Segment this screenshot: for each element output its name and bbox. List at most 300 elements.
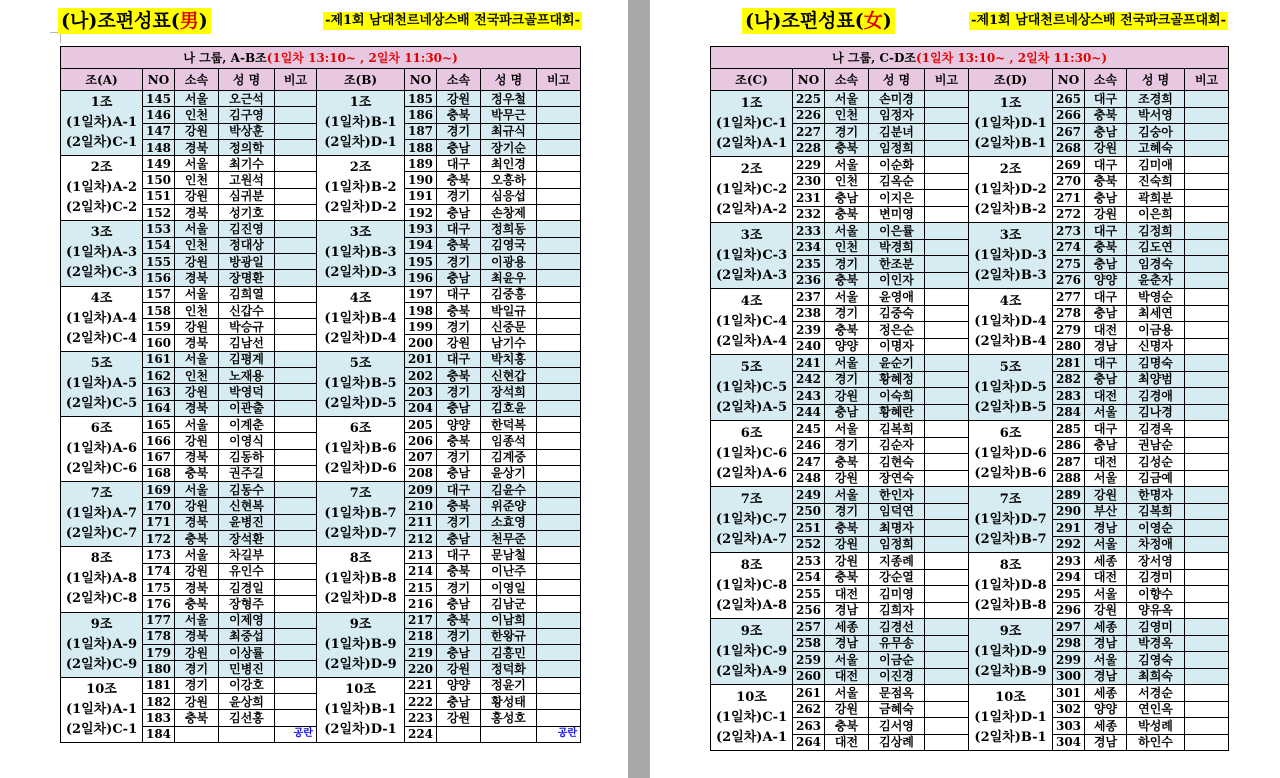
group-number: 5조: [90, 355, 113, 371]
player-name: 윤춘자: [1127, 272, 1185, 289]
note-cell: [537, 563, 581, 579]
player-region: 강원: [825, 701, 869, 718]
player-region: 인천: [175, 368, 219, 384]
player-region: 대구: [437, 351, 481, 367]
round-assignment: (1일차)B-2: [324, 180, 397, 196]
table-row: [711, 91, 1229, 108]
group-number: 5조: [349, 355, 372, 371]
note-cell: [1185, 289, 1229, 306]
player-name: 김희열: [219, 286, 275, 302]
player-no: 221: [405, 677, 437, 693]
round-assignment: (1일차)A-2: [66, 180, 137, 196]
note-cell: [275, 156, 317, 172]
player-name: 황성태: [481, 693, 537, 709]
player-region: 충남: [825, 190, 869, 207]
note-cell: [1185, 668, 1229, 685]
player-name: 윤상기: [481, 465, 537, 481]
player-name: [481, 726, 537, 742]
player-region: 강원: [825, 536, 869, 553]
column-header: 조(D): [969, 69, 1053, 91]
player-region: 서울: [175, 547, 219, 563]
note-cell: [275, 107, 317, 123]
column-header: NO: [143, 69, 175, 91]
player-no: 231: [793, 190, 825, 207]
note-cell: [1185, 718, 1229, 735]
player-name: 김중숙: [869, 305, 925, 322]
player-region: 강원: [175, 433, 219, 449]
player-region: 대전: [1085, 454, 1127, 471]
round-assignment: (1일차)B-8: [324, 571, 397, 587]
player-name: 최양범: [1127, 371, 1185, 388]
player-no: 157: [143, 286, 175, 302]
column-header: 비고: [275, 69, 317, 91]
player-region: 충북: [825, 140, 869, 157]
player-no: 272: [1053, 206, 1085, 223]
column-header: 비고: [925, 69, 969, 91]
player-no: 229: [793, 157, 825, 174]
player-no: 298: [1053, 635, 1085, 652]
player-no: 300: [1053, 668, 1085, 685]
player-region: 경북: [175, 579, 219, 595]
player-region: 충북: [825, 322, 869, 339]
player-name: 김경선: [869, 619, 925, 636]
player-name: 한인자: [869, 487, 925, 504]
note-cell: [537, 139, 581, 155]
group-cell-b: [317, 156, 405, 221]
round-assignment: (1일차)A-1: [66, 115, 137, 131]
note-cell: [275, 645, 317, 661]
player-name: 이남희: [481, 612, 537, 628]
player-name: 김경일: [219, 579, 275, 595]
player-no: 251: [793, 520, 825, 537]
note-cell: [537, 302, 581, 318]
note-cell: [537, 531, 581, 547]
group-number: 8조: [349, 551, 372, 567]
group-number: 10조: [995, 689, 1026, 705]
note-cell: [537, 253, 581, 269]
player-no: 295: [1053, 586, 1085, 603]
round-assignment: (2일차)D-2: [324, 200, 397, 216]
player-region: 대전: [1085, 388, 1127, 405]
note-cell: [1185, 107, 1229, 124]
player-region: 대구: [1085, 289, 1127, 306]
table-row: [61, 156, 581, 172]
group-name: 나 그룹, A-B조: [183, 50, 267, 65]
player-region: 충남: [1085, 190, 1127, 207]
player-name: 변미영: [869, 206, 925, 223]
player-no: 293: [1053, 553, 1085, 570]
player-name: 임정희: [869, 140, 925, 157]
player-region: 경남: [1085, 635, 1127, 652]
player-region: 서울: [175, 221, 219, 237]
player-region: 대구: [1085, 355, 1127, 372]
player-name: 양유옥: [1127, 602, 1185, 619]
player-region: 서울: [825, 685, 869, 702]
player-name: 김경옥: [1127, 421, 1185, 438]
round-assignment: (1일차)C-7: [715, 511, 788, 527]
round-assignment: (1일차)B-7: [324, 506, 397, 522]
table-row: [711, 487, 1229, 504]
player-no: 291: [1053, 520, 1085, 537]
note-cell: [275, 286, 317, 302]
player-no: 273: [1053, 223, 1085, 240]
player-region: 세종: [825, 619, 869, 636]
player-region: 충북: [1085, 107, 1127, 124]
player-region: 서울: [175, 156, 219, 172]
player-region: 강원: [175, 253, 219, 269]
player-name: 정은순: [869, 322, 925, 339]
player-no: 213: [405, 547, 437, 563]
player-no: 225: [793, 91, 825, 108]
player-region: 경남: [1085, 668, 1127, 685]
table-row: [711, 421, 1229, 438]
player-name: 김숭아: [1127, 124, 1185, 141]
player-region: 강원: [175, 123, 219, 139]
player-no: 195: [405, 253, 437, 269]
player-no: 228: [793, 140, 825, 157]
round-assignment: (2일차)D-3: [324, 265, 397, 281]
note-cell: [1185, 371, 1229, 388]
note-cell: [925, 107, 969, 124]
player-name: 서경순: [1127, 685, 1185, 702]
player-region: 충북: [1085, 239, 1127, 256]
note-cell: [275, 612, 317, 628]
round-assignment: (2일차)A-4: [716, 333, 787, 349]
group-number: 5조: [740, 359, 763, 375]
player-region: 경북: [175, 205, 219, 221]
player-region: 강원: [175, 188, 219, 204]
group-header: [61, 47, 581, 69]
group-number: 1조: [90, 95, 113, 111]
note-cell: [275, 661, 317, 677]
round-assignment: (2일차)B-2: [974, 201, 1047, 217]
player-no: 188: [405, 139, 437, 155]
player-region: 서울: [175, 416, 219, 432]
note-cell: [537, 449, 581, 465]
round-assignment: (2일차)B-6: [974, 465, 1047, 481]
player-region: 경기: [437, 579, 481, 595]
column-header: 소속: [1085, 69, 1127, 91]
player-region: 세종: [1085, 718, 1127, 735]
note-cell: [537, 156, 581, 172]
note-cell: [925, 239, 969, 256]
player-name: 이상률: [219, 645, 275, 661]
note-cell: [275, 384, 317, 400]
note-cell: [1185, 91, 1229, 108]
player-name: 이영일: [481, 579, 537, 595]
player-no: 226: [793, 107, 825, 124]
player-name: 김옥순: [869, 173, 925, 190]
player-no: 169: [143, 482, 175, 498]
group-number: 1조: [349, 95, 372, 111]
round-assignment: (2일차)A-6: [716, 465, 787, 481]
player-no: 266: [1053, 107, 1085, 124]
group-time: (1일차 13:10~ , 2일차 11:30~): [266, 50, 458, 65]
player-name: 김미애: [1127, 157, 1185, 174]
player-name: 박경희: [869, 239, 925, 256]
player-no: 206: [405, 433, 437, 449]
player-name: 김상례: [869, 734, 925, 751]
round-assignment: (2일차)B-1: [974, 135, 1047, 151]
note-cell: [275, 172, 317, 188]
player-region: 충북: [437, 368, 481, 384]
group-cell-b: [317, 351, 405, 416]
round-assignment: (1일차)C-1: [715, 709, 788, 725]
note-cell: [275, 465, 317, 481]
note-cell: [925, 553, 969, 570]
group-number: 7조: [740, 491, 763, 507]
column-header: 비고: [537, 69, 581, 91]
round-assignment: (1일차)A-3: [66, 245, 137, 261]
round-assignment: (1일차)D-8: [974, 577, 1047, 593]
player-name: 김도연: [1127, 239, 1185, 256]
player-name: 장형주: [219, 596, 275, 612]
player-no: 171: [143, 514, 175, 530]
page-gap: [628, 0, 650, 778]
note-cell: [925, 173, 969, 190]
player-region: 경기: [437, 449, 481, 465]
round-assignment: (2일차)C-3: [65, 265, 138, 281]
title-row: [58, 8, 582, 34]
tournament-subtitle: -제1회 남대천르네상스배 전국파크골프대회-: [325, 13, 580, 28]
player-name: 윤병진: [219, 514, 275, 530]
sex-label: 女: [863, 10, 883, 32]
player-name: 박일규: [481, 302, 537, 318]
player-name: 이인자: [869, 272, 925, 289]
player-name: 장기순: [481, 139, 537, 155]
round-assignment: (2일차)B-8: [974, 597, 1047, 613]
round-assignment: (2일차)C-8: [65, 591, 138, 607]
note-cell: [537, 270, 581, 286]
note-cell: [275, 335, 317, 351]
player-region: 강원: [175, 384, 219, 400]
player-name: 김계중: [481, 449, 537, 465]
round-assignment: (1일차)D-3: [974, 247, 1047, 263]
player-no: 245: [793, 421, 825, 438]
column-header: NO: [793, 69, 825, 91]
group-cell-a: [61, 547, 143, 612]
player-region: 충남: [437, 270, 481, 286]
note-cell: [275, 319, 317, 335]
player-name: 김진영: [219, 221, 275, 237]
note-cell: [925, 569, 969, 586]
round-assignment: (1일차)B-6: [324, 441, 397, 457]
player-region: 충북: [175, 596, 219, 612]
player-no: 204: [405, 400, 437, 416]
note-cell: [275, 449, 317, 465]
round-assignment: (2일차)D-7: [324, 526, 397, 542]
player-region: 경기: [825, 124, 869, 141]
player-name: 김윤수: [481, 482, 537, 498]
page-title: (나)조편성표(女): [742, 8, 895, 34]
player-region: 충남: [437, 139, 481, 155]
player-region: 강원: [175, 498, 219, 514]
note-cell: [275, 302, 317, 318]
player-no: 288: [1053, 470, 1085, 487]
player-no: 284: [1053, 404, 1085, 421]
player-region: [175, 726, 219, 742]
player-name: 한조분: [869, 256, 925, 273]
round-assignment: (2일차)B-9: [974, 663, 1047, 679]
group-cell-a: [711, 421, 793, 487]
round-assignment: (1일차)D-1: [974, 709, 1047, 725]
round-assignment: (2일차)B-1: [974, 729, 1047, 745]
round-assignment: (1일차)A-8: [66, 571, 137, 587]
group-number: 2조: [90, 160, 113, 176]
note-cell: [537, 107, 581, 123]
player-region: 인천: [175, 107, 219, 123]
player-name: 김성순: [1127, 454, 1185, 471]
player-no: 156: [143, 270, 175, 286]
note-cell: [537, 384, 581, 400]
player-no: 215: [405, 579, 437, 595]
player-region: 충북: [825, 206, 869, 223]
note-cell: [1185, 454, 1229, 471]
player-no: 244: [793, 404, 825, 421]
player-region: 경기: [825, 371, 869, 388]
player-no: 179: [143, 645, 175, 661]
player-region: 강원: [437, 335, 481, 351]
note-cell: [1185, 553, 1229, 570]
note-cell: [1185, 322, 1229, 339]
note-cell: [925, 619, 969, 636]
player-no: 194: [405, 237, 437, 253]
table-row: [61, 351, 581, 367]
group-cell-a: [711, 157, 793, 223]
table-row: [61, 416, 581, 432]
group-cell-b: [317, 416, 405, 481]
player-no: 192: [405, 205, 437, 221]
player-no: 173: [143, 547, 175, 563]
player-no: 296: [1053, 602, 1085, 619]
column-header: 성 명: [869, 69, 925, 91]
player-region: 서울: [825, 487, 869, 504]
round-assignment: (2일차)A-3: [716, 267, 787, 283]
note-cell: [275, 368, 317, 384]
player-name: 이향수: [1127, 586, 1185, 603]
group-cell-a: [61, 221, 143, 286]
player-no: 254: [793, 569, 825, 586]
column-header: 성 명: [219, 69, 275, 91]
player-region: 충남: [1085, 256, 1127, 273]
player-no: 253: [793, 553, 825, 570]
player-region: 양양: [437, 416, 481, 432]
group-cell-a: [711, 553, 793, 619]
player-no: 280: [1053, 338, 1085, 355]
note-cell: [275, 563, 317, 579]
group-cell-a: [711, 487, 793, 553]
note-cell: [925, 388, 969, 405]
round-assignment: (2일차)A-1: [716, 135, 787, 151]
player-name: 황혜정: [869, 371, 925, 388]
player-name: 유인수: [219, 563, 275, 579]
round-assignment: (1일차)A-1: [66, 701, 137, 717]
note-cell: [1185, 305, 1229, 322]
player-name: 한왕규: [481, 628, 537, 644]
note-cell: 공란: [537, 726, 581, 742]
group-cell-a: [711, 355, 793, 421]
note-cell: [925, 421, 969, 438]
player-no: 161: [143, 351, 175, 367]
note-cell: [1185, 734, 1229, 751]
player-region: 충남: [1085, 437, 1127, 454]
player-name: 한덕복: [481, 416, 537, 432]
column-header: 소속: [437, 69, 481, 91]
player-region: 인천: [825, 239, 869, 256]
note-cell: [925, 157, 969, 174]
player-region: 강원: [437, 661, 481, 677]
round-assignment: (1일차)D-6: [974, 445, 1047, 461]
player-region: 충남: [437, 645, 481, 661]
player-name: 이난주: [481, 563, 537, 579]
player-region: 세종: [1085, 685, 1127, 702]
player-region: 충북: [825, 520, 869, 537]
player-no: 238: [793, 305, 825, 322]
note-cell: [275, 710, 317, 726]
left-page: [0, 0, 628, 778]
player-region: 서울: [1085, 536, 1127, 553]
group-number: 8조: [999, 557, 1022, 573]
player-name: 방광일: [219, 253, 275, 269]
player-region: 충북: [437, 612, 481, 628]
player-no: 181: [143, 677, 175, 693]
note-cell: [275, 693, 317, 709]
player-region: 대구: [437, 221, 481, 237]
player-region: 서울: [825, 421, 869, 438]
group-table: [710, 46, 1229, 751]
player-no: 154: [143, 237, 175, 253]
player-name: 김영미: [1127, 619, 1185, 636]
player-region: 경기: [825, 305, 869, 322]
player-region: 경기: [437, 384, 481, 400]
group-cell-a: [61, 286, 143, 351]
player-no: 198: [405, 302, 437, 318]
player-no: 240: [793, 338, 825, 355]
note-cell: [925, 289, 969, 306]
note-cell: [1185, 569, 1229, 586]
player-region: 강원: [1085, 487, 1127, 504]
round-assignment: (2일차)A-9: [716, 663, 787, 679]
player-no: 202: [405, 368, 437, 384]
player-no: 147: [143, 123, 175, 139]
player-region: 부산: [1085, 503, 1127, 520]
round-assignment: (1일차)B-5: [324, 375, 397, 391]
note-cell: [537, 612, 581, 628]
player-region: 충북: [437, 498, 481, 514]
note-cell: [275, 270, 317, 286]
player-region: 충남: [437, 205, 481, 221]
title-row: [742, 8, 1228, 34]
group-cell-a: [61, 677, 143, 742]
player-no: 275: [1053, 256, 1085, 273]
group-cell-b: [969, 223, 1053, 289]
player-region: 충북: [175, 465, 219, 481]
page-title: (나)조편성표(男): [58, 8, 211, 34]
column-header: 성 명: [1127, 69, 1185, 91]
player-region: 경남: [1085, 520, 1127, 537]
note-cell: [925, 734, 969, 751]
note-cell: [275, 400, 317, 416]
player-name: 지종례: [869, 553, 925, 570]
group-cell-b: [317, 482, 405, 547]
player-no: 178: [143, 628, 175, 644]
note-cell: [1185, 140, 1229, 157]
group-number: 4조: [999, 293, 1022, 309]
player-region: 경북: [175, 270, 219, 286]
group-cell-a: [61, 482, 143, 547]
round-assignment: (1일차)C-8: [715, 577, 788, 593]
note-cell: [1185, 173, 1229, 190]
